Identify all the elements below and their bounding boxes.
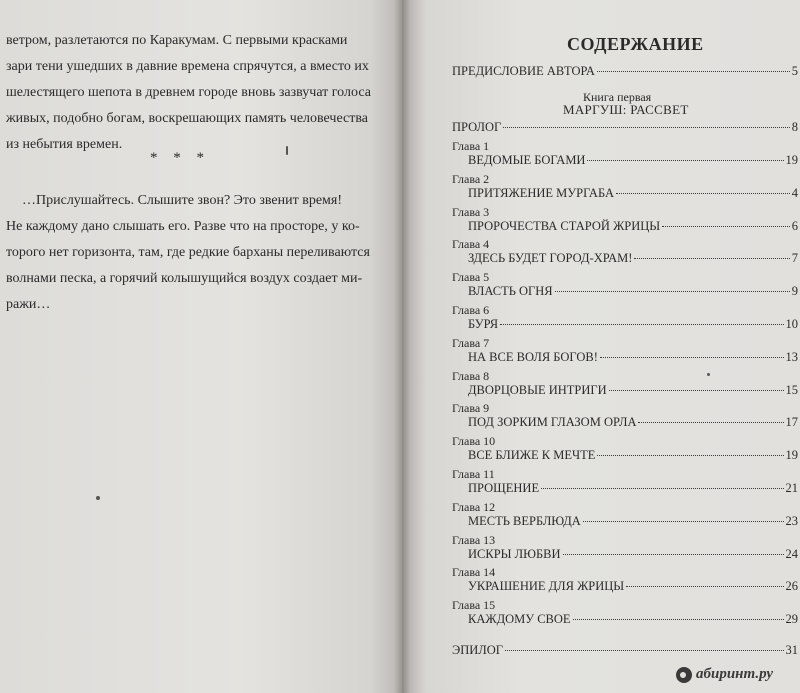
toc-chapter-entry[interactable]: [468, 317, 798, 332]
toc-chapter-entry[interactable]: [468, 284, 798, 299]
toc-chapter-entry[interactable]: [468, 219, 798, 234]
toc-chapter-label: Глава 15: [452, 598, 496, 613]
toc-entry-label: ВЛАСТЬ ОГНЯ: [468, 284, 553, 299]
toc-page-number: 21: [785, 481, 798, 495]
toc-page-number: 7: [791, 251, 798, 266]
dot-leader: [616, 193, 790, 194]
dot-leader: [587, 160, 783, 161]
watermark-text: абиринт.ру: [696, 666, 774, 682]
toc-chapter-label: Глава 11: [452, 467, 495, 481]
toc-entry-label: ЭПИЛОГ: [452, 643, 504, 657]
toc-entry-prologue[interactable]: [452, 120, 798, 135]
toc-entry-label: ПРОЩЕНИЕ: [468, 481, 540, 495]
toc-entry-label: ВСЕ БЛИЖЕ К МЕЧТЕ: [468, 448, 596, 463]
toc-page-number: 8: [791, 120, 798, 134]
toc-chapter-entry[interactable]: [468, 514, 798, 529]
dot-leader: [500, 324, 783, 325]
dot-leader: [573, 619, 784, 620]
toc-chapter-entry[interactable]: [468, 448, 798, 463]
toc-entry-label: МЕСТЬ ВЕРБЛЮДА: [468, 513, 581, 528]
toc-entry-label: НА ВСЕ ВОЛЯ БОГОВ!: [468, 349, 598, 364]
dot-leader: [597, 71, 790, 72]
dot-leader: [597, 455, 783, 456]
toc-chapter-entry[interactable]: [468, 547, 798, 562]
toc-chapter-entry[interactable]: [468, 612, 798, 627]
part-title: МАРГУШ: РАССВЕТ: [563, 102, 689, 117]
toc-page-number: 19: [785, 153, 798, 167]
body-line: торого нет горизонта, там, где редкие барханы переливаются: [6, 245, 370, 260]
dot-leader: [638, 422, 783, 423]
dot-leader: [541, 488, 783, 489]
toc-chapter-entry[interactable]: [468, 251, 798, 266]
toc-chapter-entry[interactable]: [468, 186, 798, 201]
toc-page-number: 31: [785, 643, 798, 657]
toc-chapter-label: Глава 8: [452, 368, 490, 383]
toc-entry-label: ПРИТЯЖЕНИЕ МУРГАБА: [468, 185, 615, 200]
toc-chapter-label: Глава 3: [452, 204, 490, 219]
toc-page-number: 19: [785, 448, 798, 463]
body-line: живых, подобно богам, воскрешающих память человечества: [6, 111, 368, 126]
toc-chapter-label: Глава 2: [452, 171, 490, 186]
toc-entry-label: ВЕДОМЫЕ БОГАМИ: [468, 153, 586, 167]
scan-speck: [707, 373, 710, 376]
body-line: …Прислушайтесь. Слышите звон? Это звенит время!: [22, 193, 342, 208]
book-spine-gutter: [394, 0, 410, 693]
body-line: из небытия времен.: [6, 137, 123, 152]
toc-page-number: 17: [785, 415, 798, 430]
toc-page-number: 10: [785, 317, 798, 331]
toc-chapter-label: Глава 1: [452, 139, 490, 153]
toc-chapter-entry[interactable]: [468, 153, 798, 168]
toc-page-number: 15: [785, 382, 798, 397]
dot-leader: [634, 258, 789, 259]
dot-leader: [563, 554, 784, 555]
labirint-watermark: [676, 666, 773, 683]
body-line: зари тени ушедших в давние времена спрячутся, а вместо их: [6, 59, 369, 74]
toc-entry-label: ЗДЕСЬ БУДЕТ ГОРОД-ХРАМ!: [468, 251, 633, 266]
toc-entry-label: ПРОЛОГ: [452, 120, 502, 134]
toc-chapter-label: Глава 10: [452, 434, 496, 449]
toc-chapter-entry[interactable]: [468, 481, 798, 496]
toc-chapter-label: Глава 5: [452, 270, 490, 285]
toc-entry-label: ПОД ЗОРКИМ ГЛАЗОМ ОРЛА: [468, 415, 637, 430]
book-label: Книга первая: [583, 90, 652, 104]
toc-entry-label: УКРАШЕНИЕ ДЛЯ ЖРИЦЫ: [468, 579, 625, 594]
toc-entry-preface[interactable]: [452, 64, 798, 79]
body-line: волнами песка, а горячий колышущийся воздух создает ми-: [6, 271, 363, 286]
toc-page-number: 24: [785, 546, 798, 561]
toc-page-number: 4: [791, 185, 798, 200]
dot-leader: [555, 291, 790, 292]
toc-chapter-entry[interactable]: [468, 383, 798, 398]
toc-page-number: 26: [785, 579, 798, 594]
toc-chapter-label: Глава 4: [452, 237, 490, 252]
toc-entry-epilogue[interactable]: [452, 643, 798, 658]
toc-entry-label: КАЖДОМУ СВОЕ: [468, 612, 571, 627]
body-line: ражи…: [6, 297, 51, 312]
scan-speck: [96, 496, 100, 500]
dot-leader: [609, 390, 784, 391]
dot-leader: [662, 226, 790, 227]
toc-chapter-label: Глава 7: [452, 335, 490, 350]
toc-page-number: 23: [785, 513, 798, 528]
toc-chapter-label: Глава 12: [452, 499, 496, 514]
toc-page-number: 29: [785, 612, 798, 627]
toc-entry-label: БУРЯ: [468, 317, 499, 331]
dot-leader: [583, 521, 784, 522]
toc-chapter-label: Глава 14: [452, 565, 496, 580]
toc-chapter-label: Глава 6: [452, 303, 490, 317]
scan-speck: [286, 146, 288, 155]
toc-chapter-label: Глава 9: [452, 401, 490, 416]
toc-entry-label: ИСКРЫ ЛЮБВИ: [468, 546, 561, 561]
dot-leader: [505, 650, 783, 651]
section-separator: * * *: [150, 150, 210, 166]
toc-entry-label: ПРЕДИСЛОВИЕ АВТОРА: [452, 64, 595, 78]
toc-entry-label: ДВОРЦОВЫЕ ИНТРИГИ: [468, 382, 607, 397]
toc-page-number: 5: [791, 64, 798, 78]
dot-leader: [626, 586, 783, 587]
toc-page-number: 13: [785, 349, 798, 364]
toc-chapter-entry[interactable]: [468, 415, 798, 430]
dot-leader: [503, 127, 789, 128]
toc-title: СОДЕРЖАНИЕ: [567, 34, 704, 54]
body-line: Не каждому дано слышать его. Разве что на просторе, у ко-: [6, 219, 360, 234]
body-line: ветром, разлетаются по Каракумам. С первыми красками: [6, 33, 348, 48]
body-line: шелестящего шепота в древнем городе вновь зазвучат голоса: [6, 85, 371, 100]
toc-entry-label: ПРОРОЧЕСТВА СТАРОЙ ЖРИЦЫ: [468, 218, 661, 233]
dot-leader: [600, 357, 784, 358]
toc-chapter-label: Глава 13: [452, 532, 496, 547]
toc-page-number: 6: [791, 218, 798, 233]
toc-chapter-entry[interactable]: [468, 579, 798, 594]
toc-chapter-entry[interactable]: [468, 350, 798, 365]
toc-page-number: 9: [791, 284, 798, 299]
labirint-logo-icon: [676, 667, 692, 683]
